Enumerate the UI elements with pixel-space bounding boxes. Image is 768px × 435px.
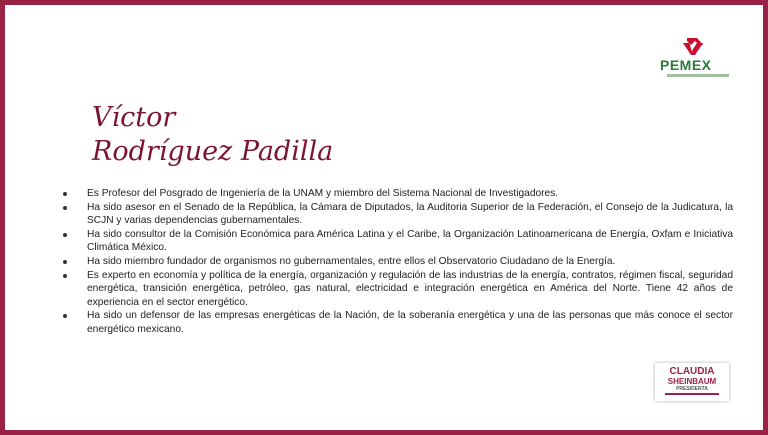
list-item: Ha sido miembro fundador de organismos no gubernamentales, entre ellos el Observatorio Ciudadano de la Energía. xyxy=(63,255,733,269)
list-item: Ha sido asesor en el Senado de la República, la Cámara de Diputados, la Auditoria Superior de la Federación, el Consejo de la Judicatura, la SCJN y varias dependencias gubernamentales. xyxy=(63,201,733,228)
campaign-badge xyxy=(655,363,729,401)
pemex-tagline-bar xyxy=(667,74,729,77)
badge-line-2: SHEINBAUM xyxy=(667,377,717,386)
title-line-1: Víctor xyxy=(92,102,176,133)
badge-line-1: CLAUDIA xyxy=(669,366,715,377)
pemex-wordmark: PEMEX xyxy=(660,57,712,73)
list-item: Ha sido consultor de la Comisión Económica para América Latina y el Caribe, la Organización Latinoamericana de Energía, Oxfam e Iniciativa Climática México. xyxy=(63,228,733,255)
list-item: Ha sido un defensor de las empresas energéticas de la Nación, de la soberanía energética y una de las personas que más conoce el sector energético mexicano. xyxy=(63,309,733,336)
list-item: Es experto en economía y política de la energía, organización y regulación de las industrias de la energía, contratos, régimen fiscal, seguridad energética, transición energética, petróleo, gas natural, electricidad e integración energética en América del Norte. Tiene 42 años de experiencia en el sector energético. xyxy=(63,269,733,310)
badge-line-3: PRESIDENTA xyxy=(676,386,708,392)
pemex-logo xyxy=(653,35,733,81)
bio-list xyxy=(63,187,733,337)
page-title xyxy=(92,101,333,169)
list-item: Es Profesor del Posgrado de Ingeniería de la UNAM y miembro del Sistema Nacional de Investigadores. xyxy=(63,187,733,201)
badge-bar xyxy=(665,393,719,395)
title-line-2: Rodríguez Padilla xyxy=(92,136,334,167)
